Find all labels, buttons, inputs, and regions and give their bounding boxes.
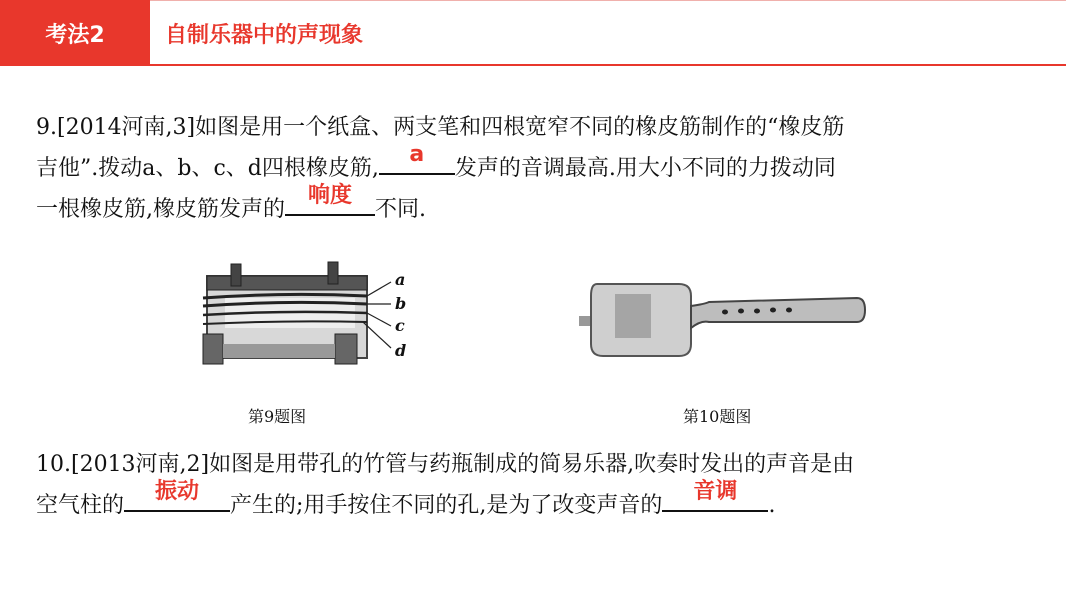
- answer-text: 音调: [693, 479, 738, 504]
- section-title: 自制乐器中的声现象: [165, 22, 364, 48]
- q9-line-2: 吉他”.拨动a、b、c、d四根橡皮筋, a 发声的音调最高.用大小不同的力拨动同: [36, 142, 836, 181]
- q10-line-1: 10.[2013河南,2]如图是用带孔的竹管与药瓶制成的简易乐器,吹奏时发出的声音是由: [36, 452, 855, 477]
- answer-blank: [124, 479, 230, 512]
- figure-10-caption: 第10题图: [683, 407, 752, 426]
- label-b: b: [395, 294, 407, 313]
- answer-blank: [379, 142, 455, 175]
- figure-9-caption: 第9题图: [248, 407, 307, 426]
- header-divider: [0, 64, 1066, 66]
- label-a: a: [395, 270, 406, 289]
- question-10: [36, 444, 854, 526]
- question-9: [36, 107, 844, 230]
- rubber-band-guitar-figure: [195, 258, 425, 378]
- label-d: d: [395, 341, 407, 360]
- section-header: [0, 0, 1066, 66]
- label-c: c: [395, 316, 405, 335]
- q9-line-3: 一根橡皮筋,橡皮筋发声的 响度 不同.: [36, 183, 426, 222]
- bottle-flute-figure: [575, 270, 870, 360]
- answer-blank: [662, 479, 768, 512]
- section-tab: 考法2: [0, 0, 150, 66]
- q9-line-1: 9.[2014河南,3]如图是用一个纸盒、两支笔和四根宽窄不同的橡皮筋制作的“橡皮筋: [36, 115, 845, 140]
- answer-text: a: [409, 142, 425, 167]
- q10-line-2: 空气柱的 振动 产生的;用手按住不同的孔,是为了改变声音的 音调 .: [36, 479, 776, 518]
- answer-text: 响度: [307, 183, 352, 208]
- answer-text: 振动: [155, 479, 200, 504]
- answer-blank: [285, 183, 375, 216]
